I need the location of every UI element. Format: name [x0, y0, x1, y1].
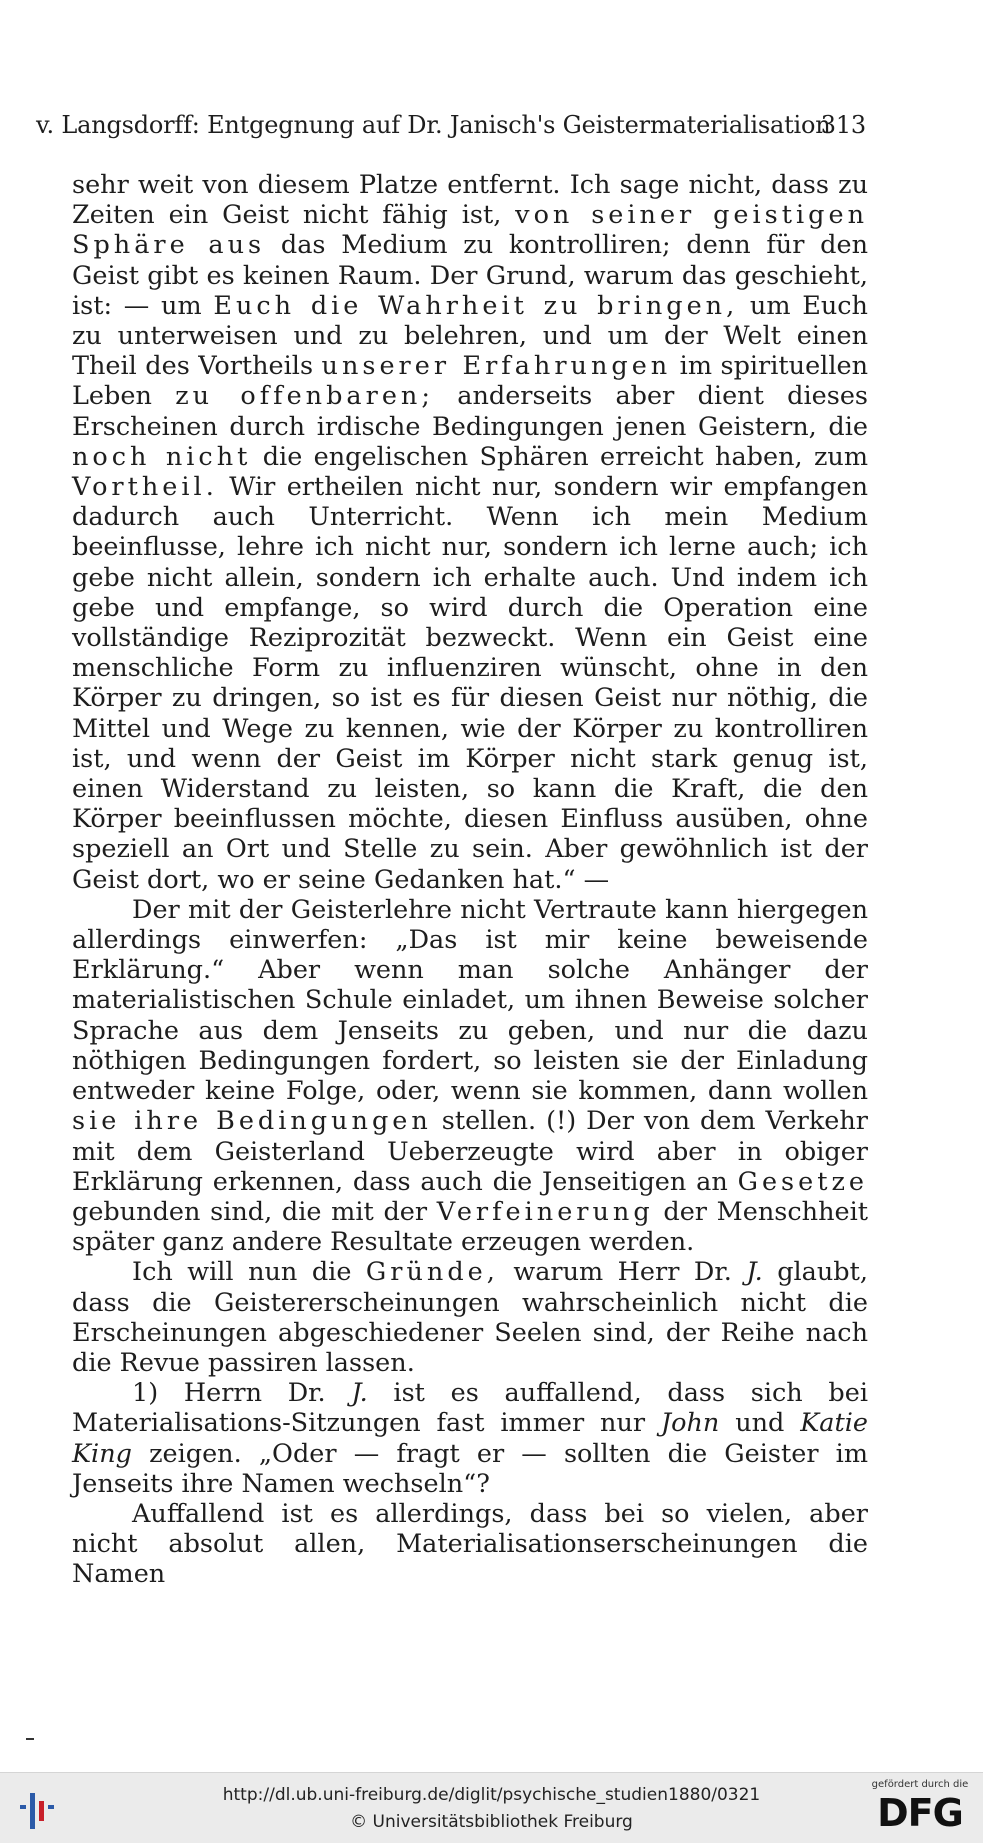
spaced-emphasis: Euch die Wahrheit zu bringen, [213, 290, 739, 321]
spaced-emphasis: sie ihre Bedingungen [72, 1106, 432, 1137]
viewer-footer [0, 1772, 983, 1843]
funder-badge [865, 1779, 975, 1839]
spaced-emphasis: Vortheil. [72, 472, 218, 503]
spaced-emphasis: zu offenbaren; [175, 381, 434, 412]
italic-run: J. [351, 1378, 368, 1409]
italic-run: John [660, 1408, 720, 1439]
permalink-url[interactable]: http://dl.ub.uni-freiburg.de/diglit/psychische_studien1880/0321 [222, 1785, 761, 1805]
text-run: der Menschheit später ganz andere Resultate erzeugen werden. [72, 1196, 868, 1258]
text-run: warum Herr Dr. [498, 1257, 747, 1288]
text-run: im spirituellen Leben [72, 351, 868, 412]
paragraph [72, 895, 868, 1257]
spaced-emphasis: noch nicht [72, 441, 252, 472]
paragraph [72, 1378, 868, 1499]
text-run: sehr weit von diesem Platze entfernt. Ich sage nicht, dass zu Zeiten ein Geist nicht fähig ist, [72, 170, 868, 231]
spaced-emphasis: Verfeinerung [436, 1196, 654, 1227]
margin-mark [26, 1738, 34, 1740]
text-run: Wir ertheilen nicht nur, sondern wir empfangen dadurch auch Unterricht. Wenn ich mein Medium beeinflusse, lehre ich nicht nur, sondern ich lerne auch; ich gebe nicht allein, sondern ich erhalte auch. Und indem ich gebe und empfange, so wird durch die Operation eine vollständige Reziprozität bezweckt. Wenn ein Geist eine menschliche Form zu influenziren wünscht, ohne in den Körper zu dringen, so ist es für diesen Geist nur nöthig, die Mittel und Wege zu kennen, wie der Körper zu kontrolliren ist, und wenn der Geist im Körper nicht stark genug ist, einen Widerstand zu leisten, so kann die Kraft, die den Körper beeinflussen möchte, diesen Einfluss ausüben, ohne speziell an Ort und Stelle zu sein. Aber gewöhnlich ist der Geist dort, wo er seine Gedanken hat.“ — [72, 472, 868, 895]
text-run: um Euch zu unterweisen und zu belehren, und um der Welt einen Theil des Vortheils [72, 290, 868, 382]
text-run: glaubt, dass die Geistererscheinungen wahrscheinlich nicht die Erscheinungen abgeschiedener Seelen sind, der Reihe nach die Revue passiren lassen. [72, 1257, 868, 1378]
text-run: anderseits aber dient dieses Erscheinen durch irdische Bedingungen jenen Geistern, die [72, 381, 869, 442]
running-title: v. Langsdorff: Entgegnung auf Dr. Janisch's Geistermaterialisation [36, 111, 831, 139]
copyright-notice: © Universitätsbibliothek Freiburg [350, 1812, 633, 1832]
text-run: Der mit der Geisterlehre nicht Vertraute kann hiergegen allerdings einwerfen: „Das ist mir keine beweisende Erklärung.“ Aber wenn man solche Anhänger der materialistischen Schule einladet, um ihnen Beweise solcher Sprache aus dem Jenseits zu geben, und nur die dazu nöthigen Bedingungen fordert, so leisten sie der Einladung entweder keine Folge, oder, wenn sie kommen, dann wollen [72, 894, 868, 1107]
spaced-emphasis: Gesetze [737, 1166, 868, 1197]
spaced-emphasis: unserer Erfahrungen [321, 351, 672, 382]
text-run: das Medium zu kontrolliren; denn für den Geist gibt es keinen Raum. Der Grund, warum das geschieht, ist: — um [72, 230, 868, 321]
text-run: und [719, 1408, 801, 1439]
text-run: Ich will nun die [132, 1257, 366, 1288]
running-head [36, 110, 866, 140]
funder-caption: gefördert durch die [871, 1779, 969, 1790]
text-run: die engelischen Sphären erreicht haben, zum [251, 441, 868, 472]
dfg-logo: DFG [877, 1791, 963, 1835]
page-number: 313 [820, 111, 866, 139]
paragraph [72, 170, 868, 895]
paragraph [72, 1499, 868, 1590]
text-run: stellen. (!) Der von dem Verkehr mit dem Geisterland Ueberzeugte wird aber in obiger Erklärung erkennen, dass auch die Jenseitigen an [72, 1106, 868, 1197]
italic-run: Katie King [72, 1408, 868, 1469]
spaced-emphasis: von seiner geistigen Sphäre aus [72, 200, 869, 261]
body-text [72, 170, 868, 1590]
text-run: zeigen. „Oder — fragt er — sollten die Geister im Jenseits ihre Namen wechseln“? [72, 1438, 868, 1499]
spaced-emphasis: Gründe, [365, 1257, 499, 1288]
text-run: ist es auffallend, dass sich bei Materialisations-Sitzungen fast immer nur [72, 1378, 869, 1439]
italic-run: J. [746, 1257, 763, 1288]
text-run: 1) Herrn Dr. [132, 1378, 352, 1409]
text-run: gebunden sind, die mit der [72, 1196, 437, 1227]
paragraph [72, 1257, 868, 1378]
text-run: Auffallend ist es allerdings, dass bei so vielen, aber nicht absolut allen, Materialisationserscheinungen die Namen [72, 1498, 868, 1590]
